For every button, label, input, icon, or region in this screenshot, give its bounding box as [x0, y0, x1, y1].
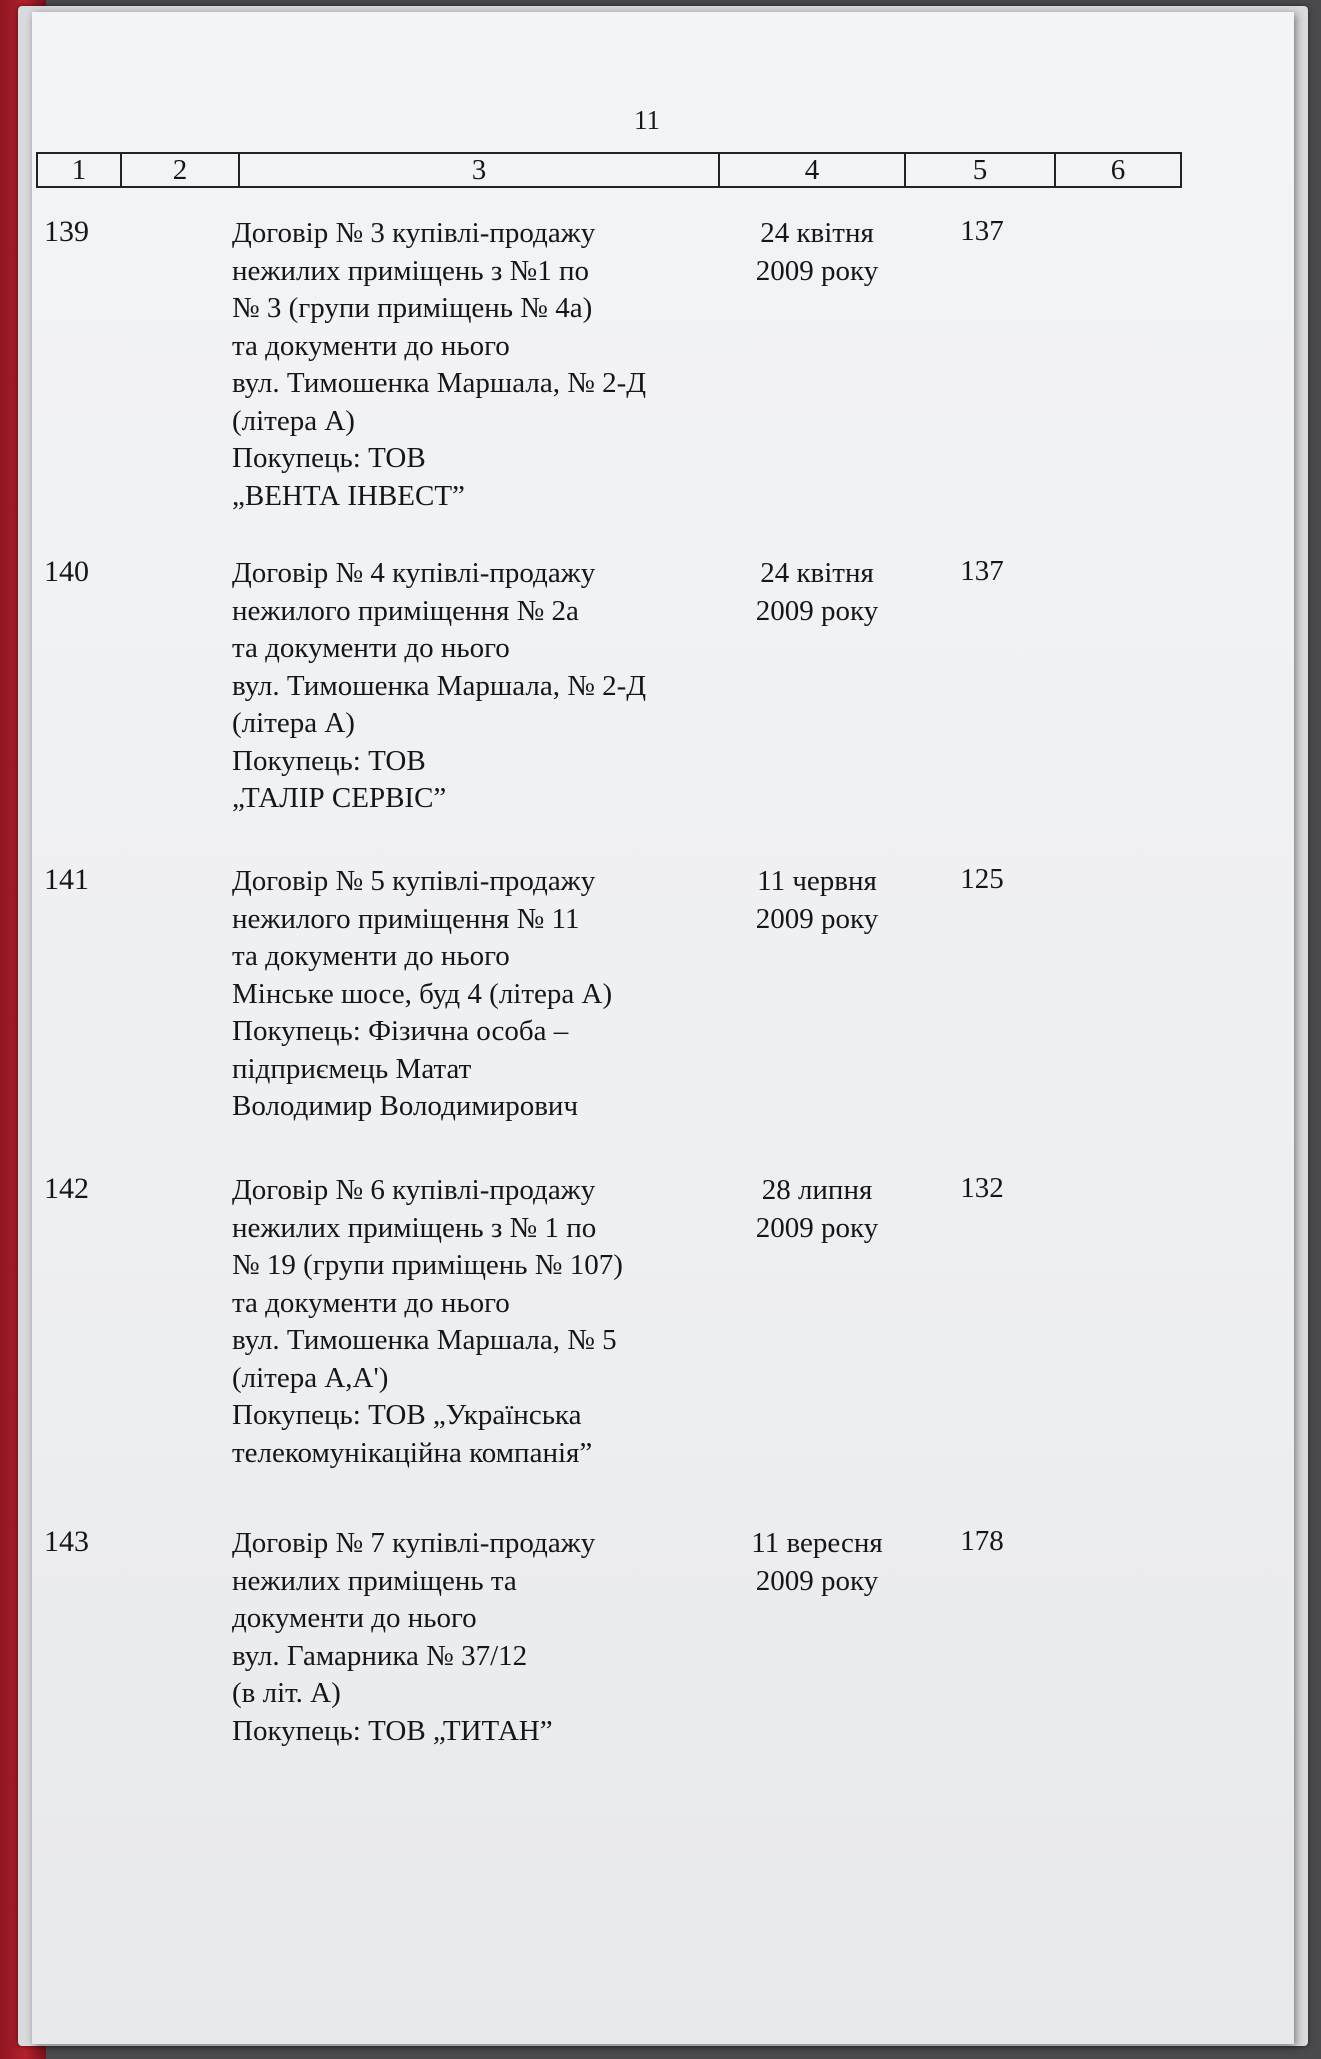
- entry-date: [722, 1172, 912, 1247]
- description-line: документи до нього: [232, 1602, 477, 1634]
- header-col-5: 5: [906, 154, 1056, 186]
- description-line: вул. Тимошенка Маршала, № 2-Д: [232, 367, 647, 399]
- description-line: підприємець Матат: [232, 1052, 472, 1085]
- description-line: Покупець: ТОВ „Українська: [232, 1399, 582, 1431]
- date-line: 11 червня: [757, 865, 877, 897]
- description-line: вул. Гамарника № 37/12: [232, 1639, 528, 1672]
- description-line: Договір № 7 купівлі-продажу: [232, 1527, 596, 1559]
- header-col-3: 3: [240, 154, 720, 186]
- date-line: 2009 року: [755, 594, 879, 627]
- header-col-1: 1: [38, 154, 122, 186]
- description-line: та документи до нього: [232, 1286, 510, 1319]
- description-line: вул. Тимошенка Маршала, № 2-Д: [232, 669, 647, 702]
- date-line: 2009 року: [755, 254, 879, 287]
- entry-description: [232, 1525, 752, 1750]
- entry-pages: 137: [960, 555, 1004, 587]
- entry-description: [232, 1172, 752, 1472]
- date-line: 2009 року: [755, 1564, 879, 1597]
- entry-pages: 137: [960, 215, 1004, 247]
- table-header: [36, 152, 1182, 188]
- description-line: „ТАЛІР СЕРВІС”: [232, 782, 447, 814]
- description-line: Володимир Володимирович: [232, 1090, 579, 1122]
- page-number: 11: [634, 105, 660, 135]
- entry-number: 143: [44, 1525, 89, 1558]
- description-line: Договір № 6 купівлі-продажу: [232, 1174, 596, 1206]
- entry-date: [722, 215, 912, 290]
- entry-number: 141: [44, 863, 89, 896]
- description-line: та документи до нього: [232, 940, 510, 972]
- description-line: нежилих приміщень з №1 по: [232, 254, 589, 287]
- description-line: нежилих приміщень з № 1 по: [232, 1211, 597, 1244]
- description-line: Покупець: ТОВ: [232, 442, 426, 474]
- description-line: № 19 (групи приміщень № 107): [232, 1249, 623, 1281]
- description-line: Покупець: Фізична особа –: [232, 1015, 569, 1047]
- document-page: [32, 12, 1294, 2044]
- date-line: 28 липня: [761, 1174, 873, 1206]
- entry-number: 142: [44, 1172, 89, 1205]
- entry-pages: 178: [960, 1525, 1004, 1557]
- date-line: 2009 року: [755, 902, 879, 935]
- description-line: нежилого приміщення № 2а: [232, 594, 579, 627]
- description-line: (в літ. А): [232, 1677, 341, 1709]
- description-line: нежилого приміщення № 11: [232, 902, 580, 935]
- description-line: „ВЕНТА ІНВЕСТ”: [232, 479, 465, 512]
- entry-description: [232, 215, 752, 515]
- entry-date: [722, 863, 912, 938]
- description-line: телекомунікаційна компанія”: [232, 1436, 593, 1469]
- date-line: 11 вересня: [751, 1527, 883, 1559]
- entry-date: [722, 555, 912, 630]
- entry-description: [232, 863, 752, 1126]
- entry-number: 139: [44, 215, 89, 248]
- description-line: та документи до нього: [232, 329, 510, 362]
- description-line: Мінське шосе, буд 4 (літера А): [232, 977, 613, 1010]
- description-line: Покупець: ТОВ: [232, 744, 426, 777]
- description-line: Договір № 3 купівлі-продажу: [232, 217, 596, 249]
- description-line: Договір № 5 купівлі-продажу: [232, 865, 596, 897]
- description-line: № 3 (групи приміщень № 4а): [232, 292, 593, 324]
- description-line: та документи до нього: [232, 632, 510, 664]
- date-line: 2009 року: [755, 1211, 879, 1244]
- header-col-4: 4: [720, 154, 906, 186]
- entry-number: 140: [44, 555, 89, 588]
- description-line: (літера А): [232, 404, 355, 437]
- header-col-6: 6: [1110, 154, 1126, 186]
- description-line: нежилих приміщень та: [232, 1564, 517, 1597]
- header-col-2: 2: [122, 154, 240, 186]
- entry-pages: 125: [960, 863, 1004, 895]
- entry-pages: 132: [960, 1172, 1004, 1204]
- date-line: 24 квітня: [760, 217, 874, 249]
- description-line: Покупець: ТОВ „ТИТАН”: [232, 1714, 553, 1747]
- description-line: (літера А,А'): [232, 1361, 389, 1394]
- entry-description: [232, 555, 752, 818]
- description-line: Договір № 4 купівлі-продажу: [232, 557, 596, 589]
- entry-date: [722, 1525, 912, 1600]
- description-line: вул. Тимошенка Маршала, № 5: [232, 1324, 617, 1356]
- date-line: 24 квітня: [760, 557, 874, 589]
- description-line: (літера А): [232, 707, 355, 739]
